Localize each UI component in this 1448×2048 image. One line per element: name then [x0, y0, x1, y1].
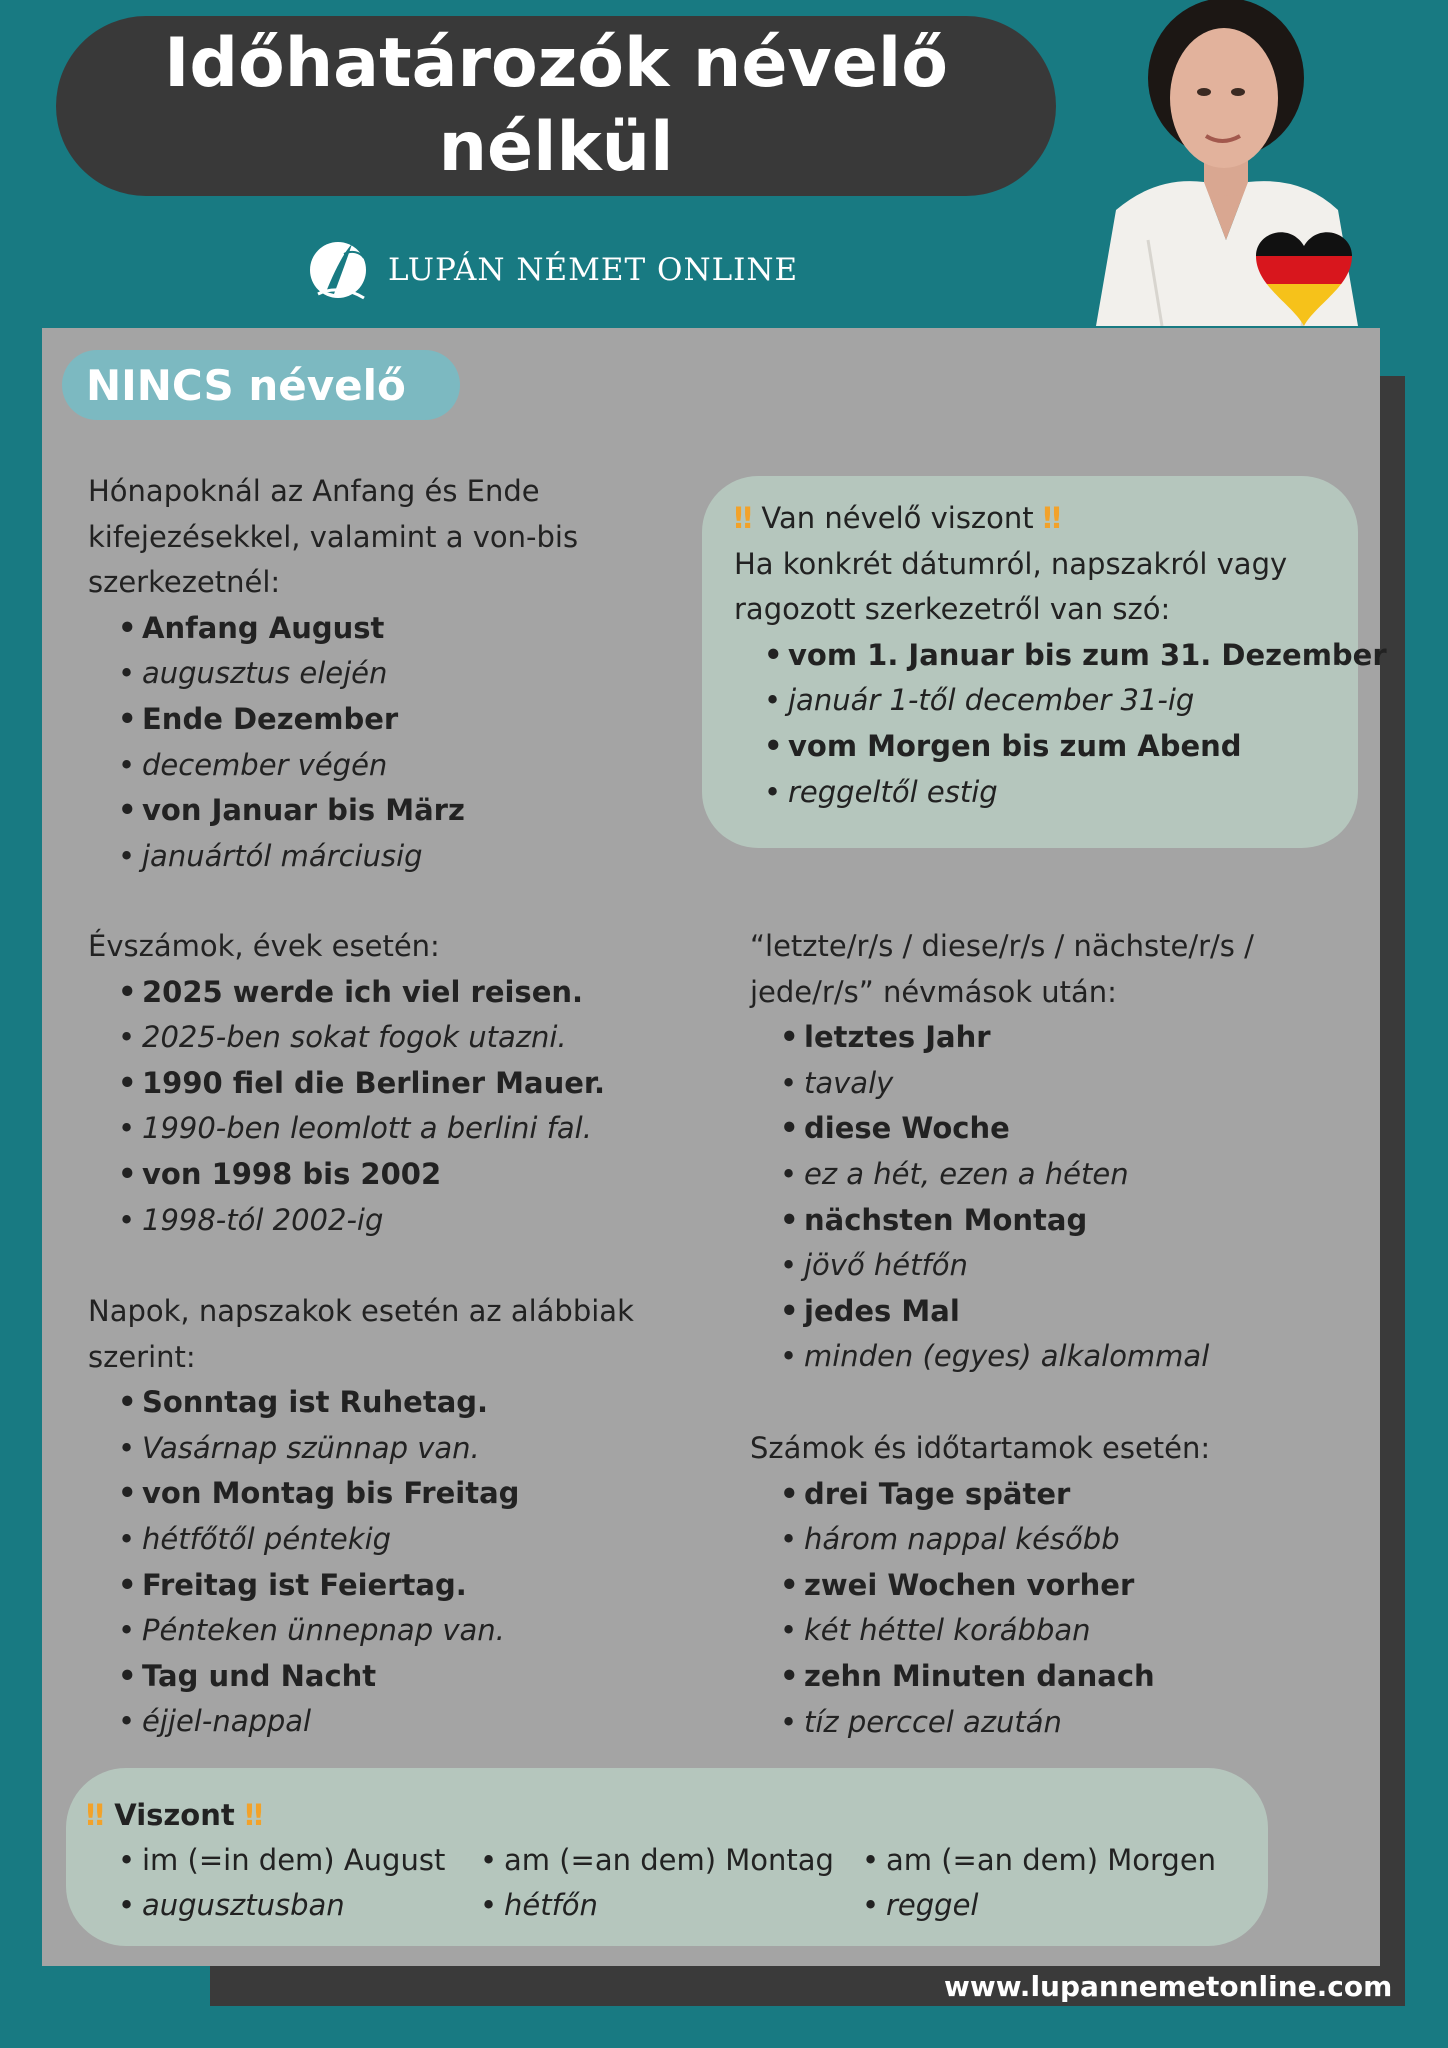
viszont-label: Viszont — [114, 1798, 235, 1832]
list-item: • hétfőn — [480, 1883, 834, 1928]
list-item: • von Januar bis März — [118, 788, 578, 834]
list-item: • jövő hétfőn — [780, 1243, 1254, 1289]
list-item: • Pénteken ünnepnap van. — [118, 1608, 634, 1654]
nincs-badge: NINCS névelő — [62, 350, 460, 420]
list-item: • Ende Dezember — [118, 697, 578, 743]
years-head: Évszámok, évek esetén: — [88, 929, 440, 963]
list-item: • diese Woche — [780, 1106, 1254, 1152]
note-section — [734, 496, 1387, 815]
list-item: • januártól márciusig — [118, 834, 578, 880]
list-item: • Vasárnap szünnap van. — [118, 1426, 634, 1472]
brand-logo[interactable] — [304, 228, 798, 312]
list-item: • nächsten Montag — [780, 1198, 1254, 1244]
page-title-line2: nélkül — [438, 108, 674, 187]
list-item: • augusztusban — [118, 1883, 445, 1928]
list-item: • von 1998 bis 2002 — [118, 1152, 605, 1198]
note-head-3: ragozott szerkezetről van szó: — [734, 592, 1171, 627]
numbers-section — [750, 1426, 1210, 1745]
months-head: szerkezetnél: — [88, 565, 281, 600]
list-item: • Tag und Nacht — [118, 1654, 634, 1700]
years-section — [88, 924, 605, 1243]
days-head: Napok, napszakok esetén az alábbiak — [88, 1294, 634, 1328]
months-head: kifejezésekkel, valamint a von-bis — [88, 519, 579, 554]
pronouns-head: “letzte/r/s / diese/r/s / nächste/r/s / — [750, 929, 1254, 963]
list-item: • 2025-ben sokat fogok utazni. — [118, 1015, 605, 1061]
note-head-1 — [734, 496, 1387, 542]
list-item: • Freitag ist Feiertag. — [118, 1563, 634, 1609]
pronouns-list — [750, 1015, 1254, 1380]
list-item: • Anfang August — [118, 606, 578, 652]
page-title-line1: Időhatározók névelő — [164, 24, 948, 103]
list-item: • letztes Jahr — [780, 1015, 1254, 1061]
list-item: • im (=in dem) August — [118, 1838, 445, 1883]
list-item: • Sonntag ist Ruhetag. — [118, 1380, 634, 1426]
note-list — [734, 633, 1387, 815]
website-link[interactable]: www.lupannemetonline.com — [944, 1970, 1393, 2003]
list-item: • vom Morgen bis zum Abend — [764, 724, 1387, 770]
list-item: • hétfőtől péntekig — [118, 1517, 634, 1563]
pronouns-section — [750, 924, 1254, 1380]
list-item: • 1990-ben leomlott a berlini fal. — [118, 1106, 605, 1152]
years-list — [88, 970, 605, 1244]
warn-icon: ‼ — [86, 1798, 105, 1832]
list-item: • am (=an dem) Morgen — [862, 1838, 1216, 1883]
months-head: Hónapoknál az Anfang és Ende — [88, 474, 540, 508]
list-item: • három nappal később — [780, 1517, 1210, 1563]
pronouns-head: jede/r/s” névmások után: — [750, 974, 1117, 1009]
list-item: • von Montag bis Freitag — [118, 1471, 634, 1517]
numbers-head: Számok és időtartamok esetén: — [750, 1431, 1211, 1465]
numbers-list — [750, 1472, 1210, 1746]
viszont-col-2 — [480, 1838, 834, 1928]
days-list — [88, 1380, 634, 1745]
list-item: • tíz perccel azután — [780, 1700, 1210, 1746]
list-item: • december végén — [118, 743, 578, 789]
logo-mark-icon — [304, 232, 372, 308]
list-item: • tavaly — [780, 1061, 1254, 1107]
list-item: • 1998-tól 2002-ig — [118, 1198, 605, 1244]
list-item: • drei Tage später — [780, 1472, 1210, 1518]
viszont-col-1 — [118, 1838, 445, 1928]
warn-icon: ‼ — [244, 1798, 264, 1832]
list-item: • 1990 fiel die Berliner Mauer. — [118, 1061, 605, 1107]
list-item: • január 1-től december 31-ig — [764, 678, 1387, 724]
months-list — [88, 606, 578, 880]
days-head: szerint: — [88, 1339, 196, 1374]
list-item: • zwei Wochen vorher — [780, 1563, 1210, 1609]
list-item: • két héttel korábban — [780, 1608, 1210, 1654]
logo-text: LUPÁN NÉMET ONLINE — [388, 252, 799, 288]
list-item: • minden (egyes) alkalommal — [780, 1334, 1254, 1380]
list-item: • vom 1. Januar bis zum 31. Dezember — [764, 633, 1387, 679]
months-section — [88, 469, 578, 879]
note-title: Van névelő viszont — [761, 501, 1034, 535]
list-item: • reggeltől estig — [764, 770, 1387, 816]
list-item: • jedes Mal — [780, 1289, 1254, 1335]
warn-icon: ‼ — [734, 501, 753, 535]
days-section — [88, 1289, 634, 1745]
list-item: • reggel — [862, 1883, 1216, 1928]
list-item: • am (=an dem) Montag — [480, 1838, 834, 1883]
list-item: • zehn Minuten danach — [780, 1654, 1210, 1700]
warn-icon: ‼ — [1042, 501, 1062, 535]
list-item: • 2025 werde ich viel reisen. — [118, 970, 605, 1016]
list-item: • ez a hét, ezen a héten — [780, 1152, 1254, 1198]
list-item: • éjjel-nappal — [118, 1699, 634, 1745]
portrait-photo-icon — [1076, 0, 1376, 326]
note-head-2: Ha konkrét dátumról, napszakról vagy — [734, 546, 1288, 581]
title-pill — [56, 16, 1056, 196]
viszont-title — [86, 1793, 263, 1837]
list-item: • augusztus elején — [118, 651, 578, 697]
viszont-col-3 — [862, 1838, 1216, 1928]
